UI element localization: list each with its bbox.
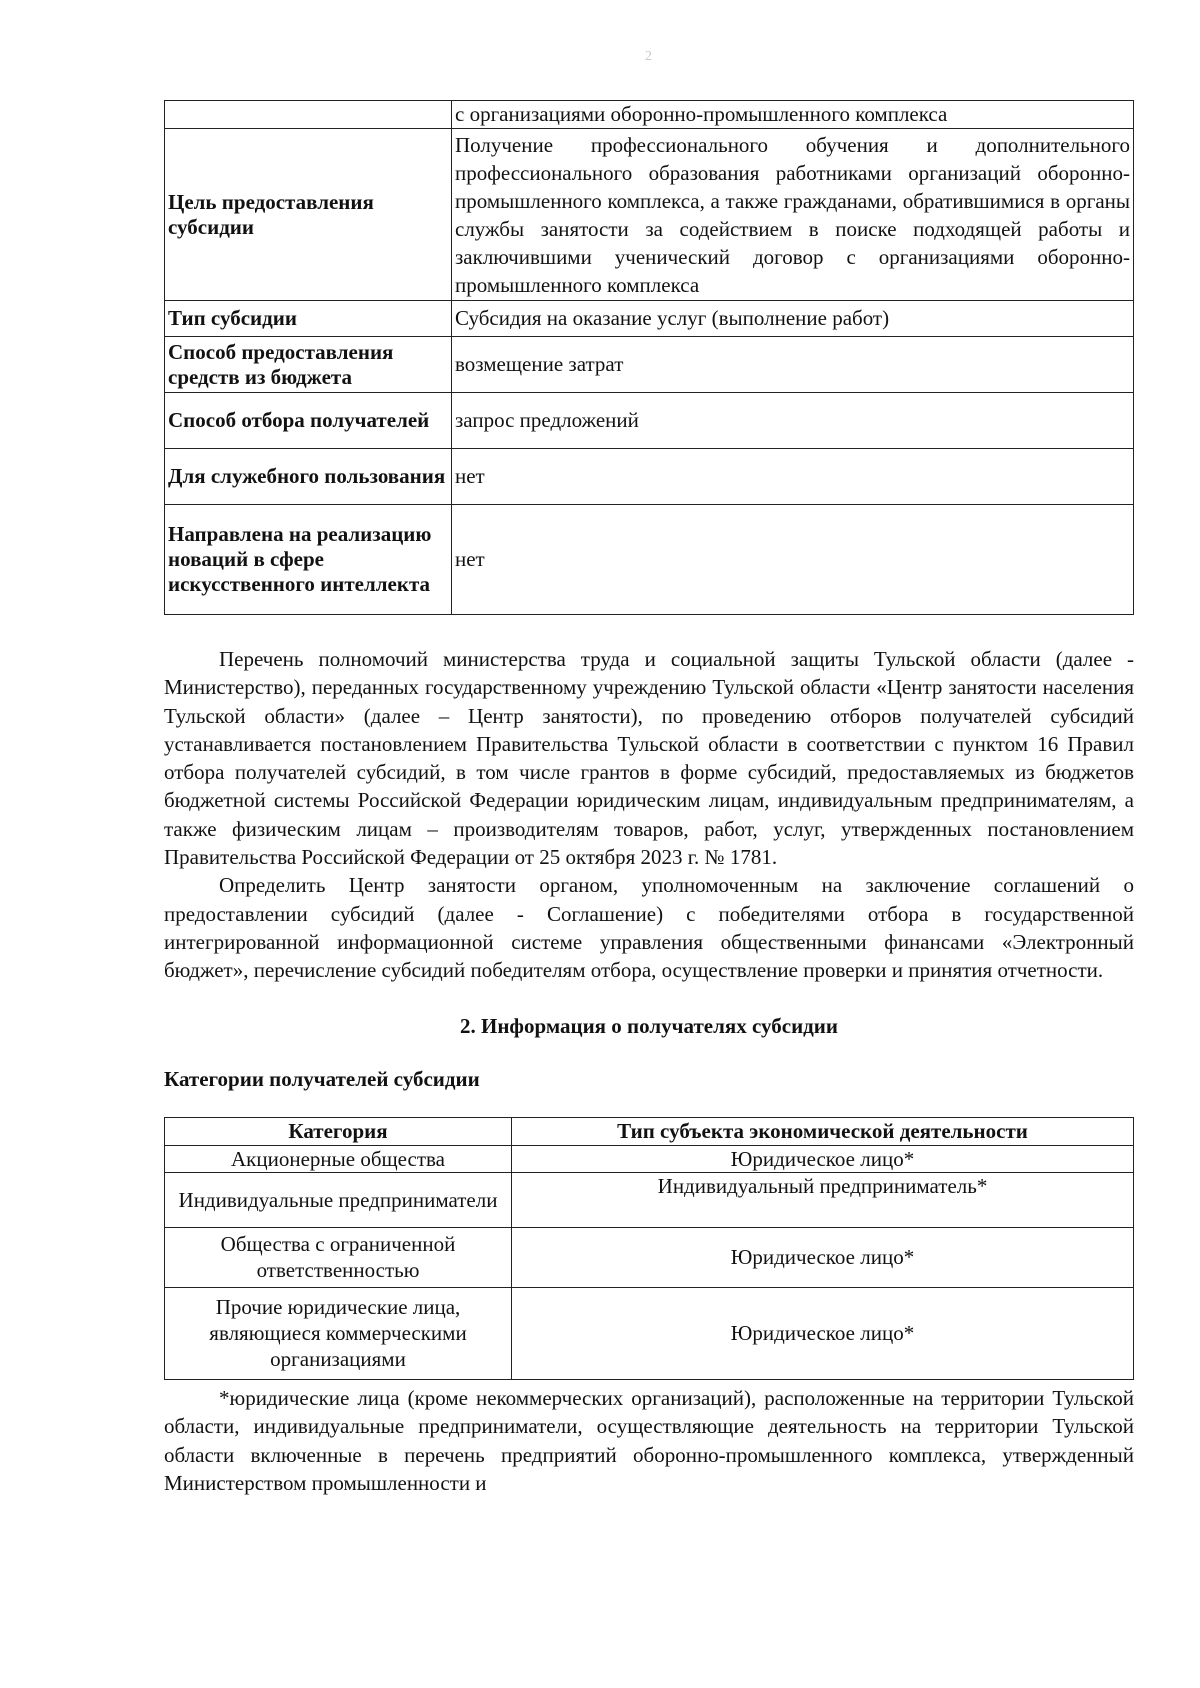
table-row bbox=[165, 129, 1134, 301]
category-cell: Прочие юридические лица, являющиеся коммерческими организациями bbox=[165, 1287, 512, 1379]
paragraph-authority-list: Перечень полномочий министерства труда и социальной защиты Тульской области (далее - Министерство), переданных государственному учреждению Тульской области «Центр занятости населения Тульской области» (далее – Центр занятости), по проведению отборов получателей субсидий устанавливается постановлением Правительства Тульской области в соответствии с пунктом 16 Правил отбора получателей субсидий, в том числе грантов в форме субсидий, предоставляемых из бюджетов бюджетной системы Российской Федерации юридическим лицам, индивидуальным предпринимателям, а также физическим лицам – производителям товаров, работ, услуг, утвержденных постановлением Правительства Российской Федерации от 25 октября 2023 г. № 1781. bbox=[164, 647, 1134, 870]
table-row bbox=[165, 337, 1134, 393]
property-key: Способ отбора получателей bbox=[165, 393, 452, 449]
entity-type-cell: Индивидуальный предприниматель* bbox=[512, 1172, 1134, 1227]
column-header-category: Категория bbox=[165, 1117, 512, 1145]
property-key: Направлена на реализацию новаций в сфере искусственного интеллекта bbox=[165, 505, 452, 615]
property-value: нет bbox=[452, 449, 1134, 505]
document-body bbox=[164, 100, 1134, 1498]
categories-heading: Категории получателей субсидии bbox=[164, 1066, 480, 1091]
category-cell: Индивидуальные предприниматели bbox=[165, 1172, 512, 1227]
table-row bbox=[165, 1227, 1134, 1287]
property-value: Получение профессионального обучения и дополнительного профессионального образования работниками организаций оборонно-промышленного комплекса, а также гражданами, обратившимися в органы службы занятости за содействием в поиске подходящей работы и заключившими ученический договор с организациями оборонно-промышленного комплекса bbox=[452, 129, 1134, 301]
entity-type-cell: Юридическое лицо* bbox=[512, 1227, 1134, 1287]
table-row bbox=[165, 1287, 1134, 1379]
entity-type-cell: Юридическое лицо* bbox=[512, 1145, 1134, 1172]
property-key bbox=[165, 101, 452, 129]
table-row bbox=[165, 1145, 1134, 1172]
table-row bbox=[165, 505, 1134, 615]
table-row bbox=[165, 393, 1134, 449]
property-value: запрос предложений bbox=[452, 393, 1134, 449]
footnote: *юридические лица (кроме некоммерческих организаций), расположенные на территории Тульской области, индивидуальные предприниматели, осуществляющие деятельность на территории Тульской области включенные в перечень предприятий оборонно-промышленного комплекса, утвержденный Министерством промышленности и bbox=[164, 1385, 1134, 1496]
table-row bbox=[165, 101, 1134, 129]
category-cell: Общества с ограниченной ответственностью bbox=[165, 1227, 512, 1287]
table-row bbox=[165, 449, 1134, 505]
entity-type-cell: Юридическое лицо* bbox=[512, 1287, 1134, 1379]
property-value: нет bbox=[452, 505, 1134, 615]
paragraph-employment-center: Определить Центр занятости органом, уполномоченным на заключение соглашений о предоставлении субсидий (далее - Соглашение) с победителями отбора в государственной интегрированной информационной системе управления общественными финансами «Электронный бюджет», перечисление субсидий победителям отбора, осуществление проверки и принятия отчетности. bbox=[164, 873, 1134, 983]
property-key: Цель предоставления субсидии bbox=[165, 129, 452, 301]
category-cell: Акционерные общества bbox=[165, 1145, 512, 1172]
property-value: возмещение затрат bbox=[452, 337, 1134, 393]
table-header-row bbox=[165, 1117, 1134, 1145]
property-value: с организациями оборонно-промышленного комплекса bbox=[452, 101, 1134, 129]
recipient-categories-table bbox=[164, 1117, 1134, 1380]
property-value: Субсидия на оказание услуг (выполнение работ) bbox=[452, 301, 1134, 337]
subsidy-properties-table bbox=[164, 100, 1134, 615]
page-number-mark: 2 bbox=[645, 49, 652, 64]
column-header-entity-type: Тип субъекта экономической деятельности bbox=[512, 1117, 1134, 1145]
property-key: Тип субсидии bbox=[165, 301, 452, 337]
property-key: Способ предоставления средств из бюджета bbox=[165, 337, 452, 393]
section-title: 2. Информация о получателях субсидии bbox=[460, 1013, 838, 1038]
property-key: Для служебного пользования bbox=[165, 449, 452, 505]
table-row bbox=[165, 301, 1134, 337]
table-row bbox=[165, 1172, 1134, 1227]
